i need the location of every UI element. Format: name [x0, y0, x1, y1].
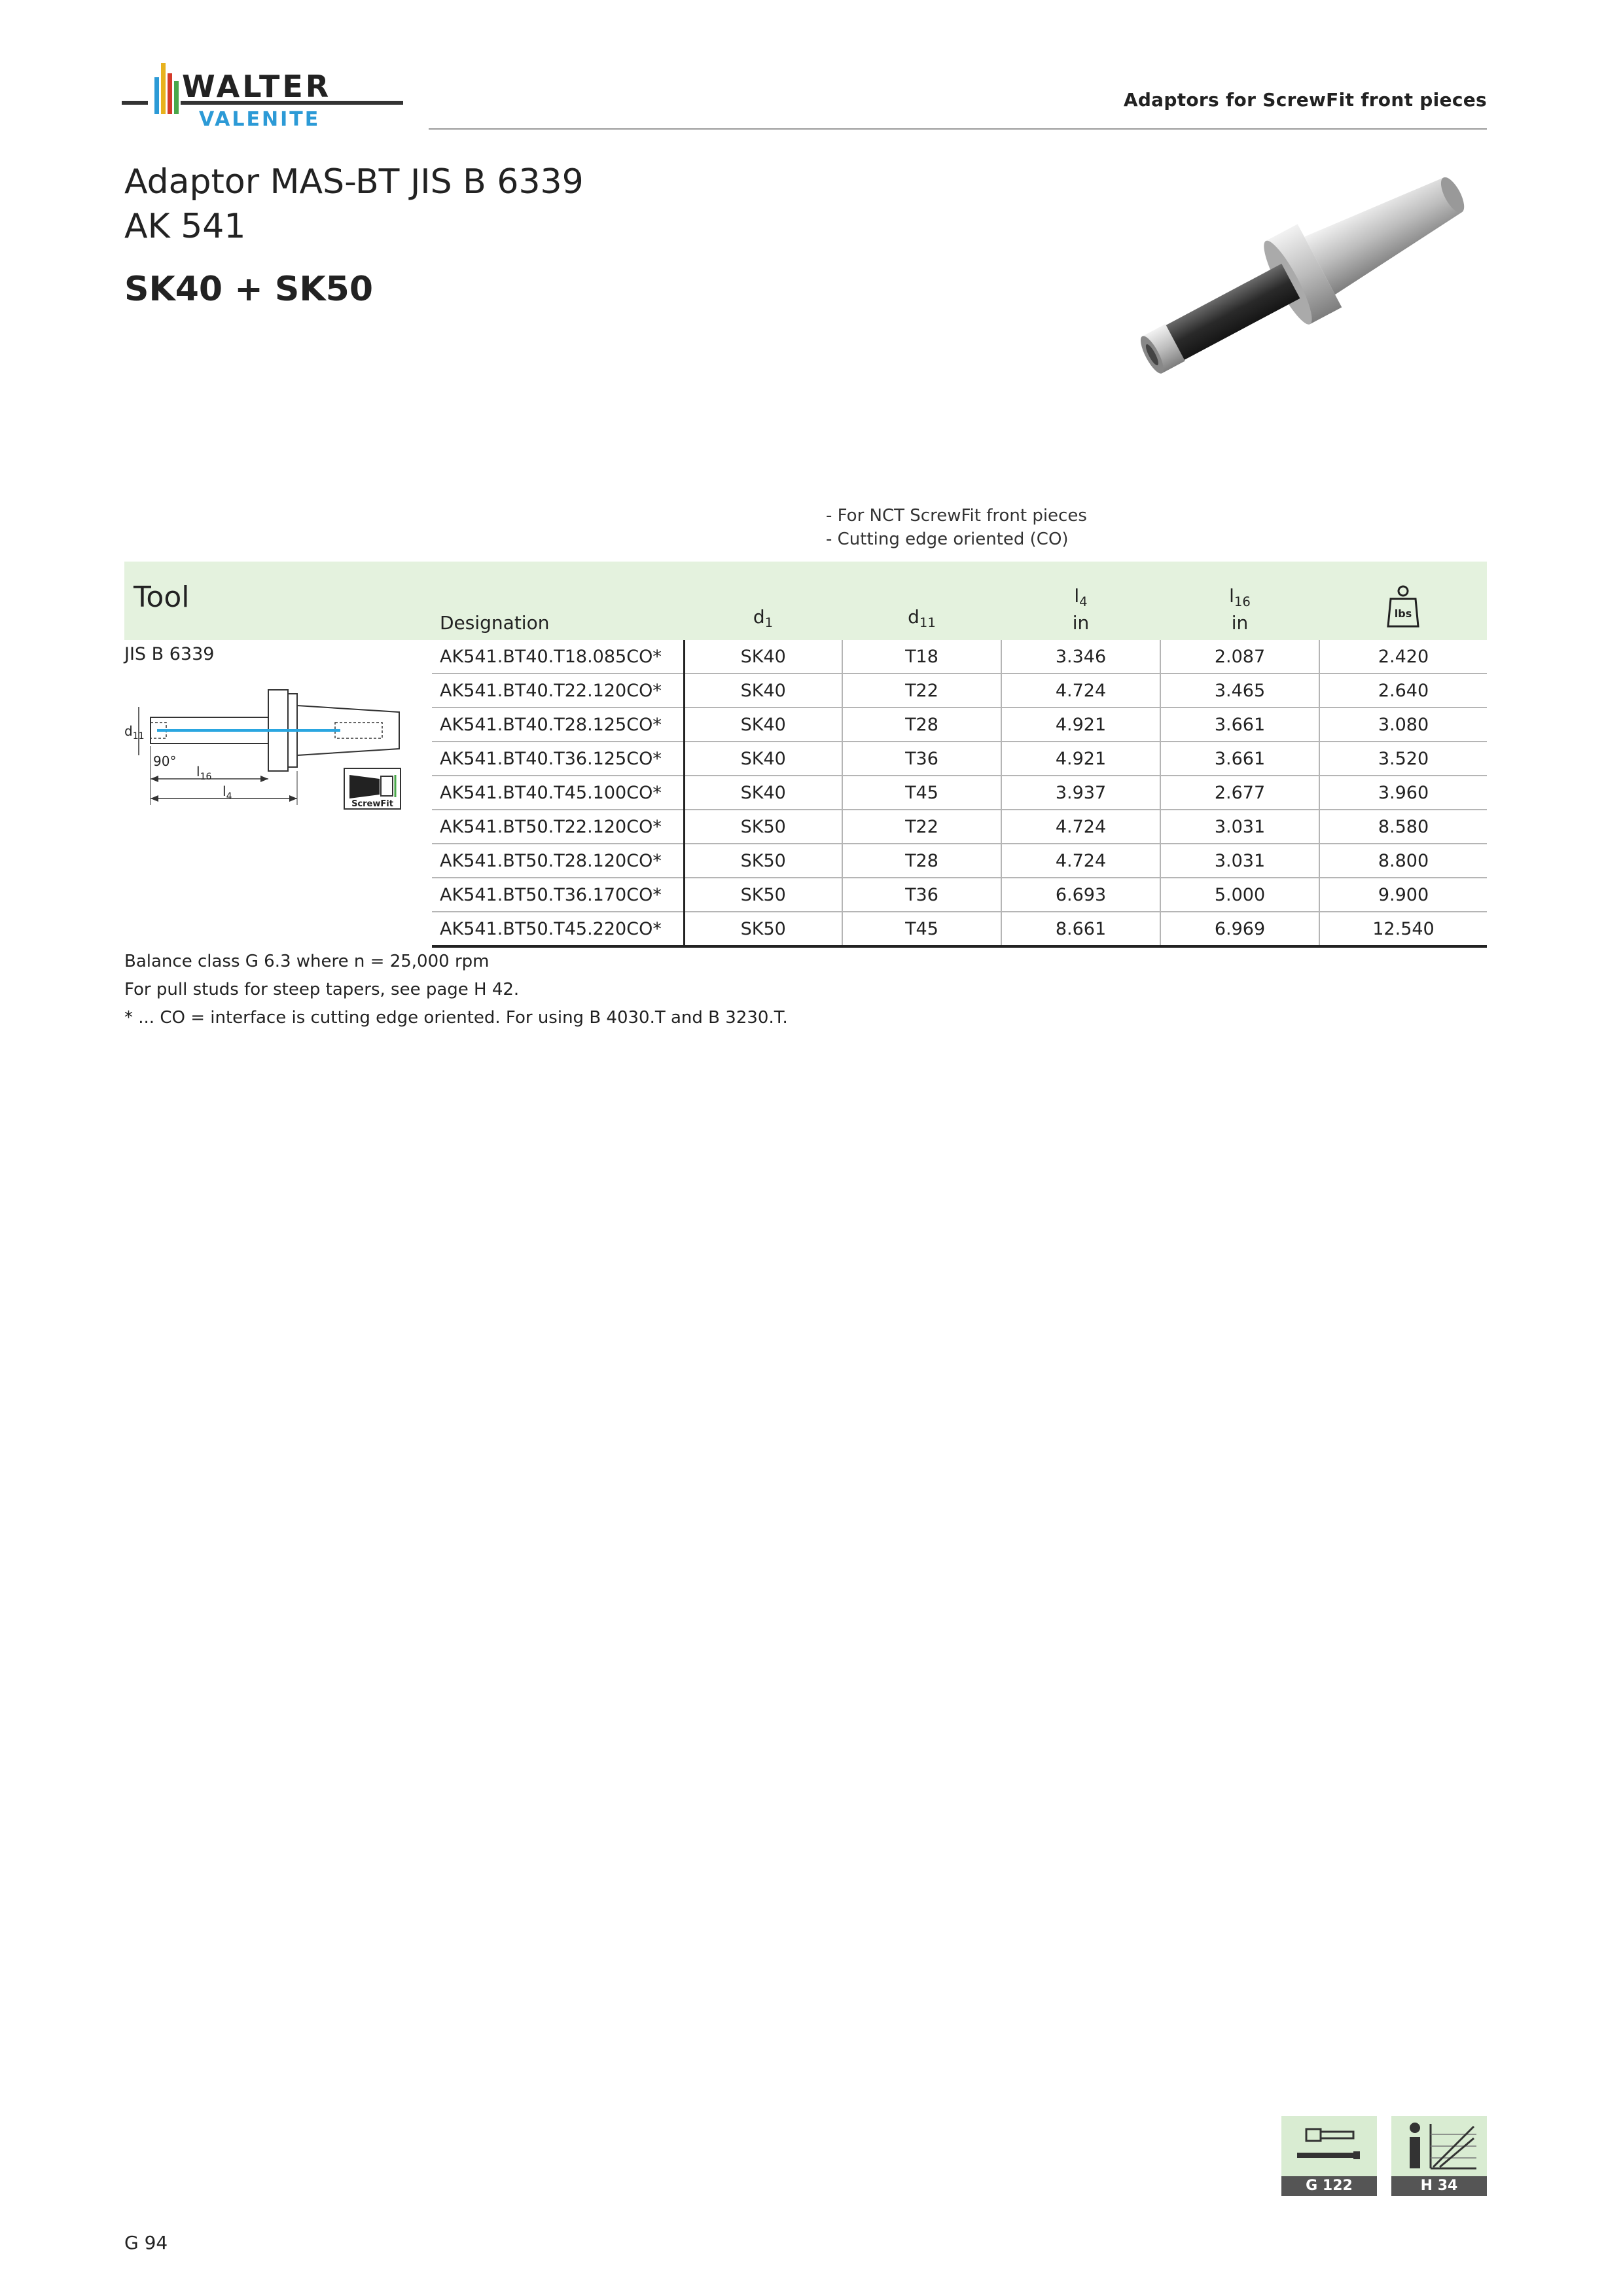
cell-l16: 3.031 — [1160, 810, 1319, 844]
cell-l4: 8.661 — [1001, 912, 1160, 946]
product-subtitle: SK40 + SK50 — [124, 270, 373, 309]
cell-weight: 9.900 — [1319, 878, 1487, 912]
reference-link-pull-stud[interactable] — [1281, 2116, 1377, 2196]
svg-text:90°: 90° — [153, 753, 177, 769]
cell-l4: 4.921 — [1001, 708, 1160, 742]
header-rule — [429, 128, 1487, 130]
section-title: Adaptors for ScrewFit front pieces — [1123, 89, 1487, 111]
cell-d1: SK40 — [684, 640, 842, 673]
cell-designation: AK541.BT40.T45.100CO* — [432, 776, 684, 810]
cell-designation: AK541.BT50.T22.120CO* — [432, 810, 684, 844]
cell-d11: T18 — [842, 640, 1001, 673]
footnote-item: Balance class G 6.3 where n = 25,000 rpm — [124, 952, 490, 971]
reference-label: H 34 — [1391, 2176, 1487, 2196]
walter-valenite-logo — [122, 59, 403, 134]
column-header-l4: $l_4$ in — [1001, 562, 1160, 640]
standard-label: JIS B 6339 — [124, 644, 215, 664]
cell-designation: AK541.BT40.T18.085CO* — [432, 640, 684, 673]
table-row — [124, 640, 1487, 673]
cell-l4: 4.724 — [1001, 844, 1160, 878]
cell-d11: T36 — [842, 878, 1001, 912]
cell-l16: 3.661 — [1160, 742, 1319, 776]
svg-text:l16: $l_{16}$ — [196, 764, 212, 782]
weight-lbs-icon — [1385, 584, 1421, 629]
cell-designation: AK541.BT40.T36.125CO* — [432, 742, 684, 776]
page-number: G 94 — [124, 2232, 168, 2253]
product-title: Adaptor MAS-BT JIS B 6339 — [124, 162, 584, 202]
cell-d11: T22 — [842, 673, 1001, 708]
svg-text:WALTER: WALTER — [182, 69, 332, 104]
cell-d11: T28 — [842, 708, 1001, 742]
cell-weight: 8.580 — [1319, 810, 1487, 844]
cell-weight: 8.800 — [1319, 844, 1487, 878]
footnote-item: * ... CO = interface is cutting edge oriented. For using B 4030.T and B 3230.T. — [124, 1008, 788, 1028]
cell-d1: SK50 — [684, 878, 842, 912]
footnotes — [124, 948, 788, 1032]
tool-drawing-cell — [124, 640, 432, 946]
column-header-l16: $l_{16}$ in — [1160, 562, 1319, 640]
column-header-d11: $d_{11}$ — [842, 562, 1001, 640]
cell-weight: 2.640 — [1319, 673, 1487, 708]
cell-l16: 2.087 — [1160, 640, 1319, 673]
feature-notes — [826, 504, 1087, 551]
info-chart-icon — [1391, 2116, 1487, 2176]
cell-weight: 3.520 — [1319, 742, 1487, 776]
cell-weight: 12.540 — [1319, 912, 1487, 946]
cell-d1: SK40 — [684, 673, 842, 708]
svg-text:VALENITE: VALENITE — [199, 108, 321, 131]
product-code: AK 541 — [124, 207, 246, 246]
reference-label: G 122 — [1281, 2176, 1377, 2196]
svg-text:lbs: lbs — [1394, 607, 1412, 620]
cell-designation: AK541.BT50.T28.120CO* — [432, 844, 684, 878]
cell-d1: SK40 — [684, 742, 842, 776]
svg-text:l4: $l_4$ — [223, 783, 232, 802]
cell-d1: SK40 — [684, 776, 842, 810]
cell-designation: AK541.BT40.T22.120CO* — [432, 673, 684, 708]
tool-technical-drawing — [124, 683, 412, 827]
cell-l16: 5.000 — [1160, 878, 1319, 912]
cell-l16: 3.031 — [1160, 844, 1319, 878]
svg-text:d11: $d_{11}$ — [124, 723, 145, 742]
note-item: - For NCT ScrewFit front pieces — [826, 506, 1087, 526]
cell-d11: T45 — [842, 776, 1001, 810]
cell-d11: T22 — [842, 810, 1001, 844]
cell-l16: 3.465 — [1160, 673, 1319, 708]
cell-l16: 2.677 — [1160, 776, 1319, 810]
cell-d11: T36 — [842, 742, 1001, 776]
cell-d1: SK50 — [684, 844, 842, 878]
cell-d11: T45 — [842, 912, 1001, 946]
cell-designation: AK541.BT40.T28.125CO* — [432, 708, 684, 742]
cell-l4: 4.921 — [1001, 742, 1160, 776]
cell-designation: AK541.BT50.T36.170CO* — [432, 878, 684, 912]
cell-l4: 4.724 — [1001, 673, 1160, 708]
product-table — [124, 562, 1487, 948]
footnote-item: For pull studs for steep tapers, see page H 42. — [124, 980, 520, 999]
cell-l4: 4.724 — [1001, 810, 1160, 844]
cell-weight: 2.420 — [1319, 640, 1487, 673]
cell-weight: 3.960 — [1319, 776, 1487, 810]
reference-link-info[interactable] — [1391, 2116, 1487, 2196]
cell-d1: SK40 — [684, 708, 842, 742]
cell-designation: AK541.BT50.T45.220CO* — [432, 912, 684, 946]
cell-weight: 3.080 — [1319, 708, 1487, 742]
cell-l4: 3.346 — [1001, 640, 1160, 673]
cell-l4: 3.937 — [1001, 776, 1160, 810]
tool-header: Tool — [124, 562, 432, 640]
cell-l16: 3.661 — [1160, 708, 1319, 742]
cell-d1: SK50 — [684, 810, 842, 844]
column-header-designation: Designation — [432, 562, 684, 640]
column-header-d1: $d_1$ — [684, 562, 842, 640]
screwfit-icon — [344, 768, 401, 809]
pull-stud-icon — [1281, 2116, 1377, 2176]
cell-d1: SK50 — [684, 912, 842, 946]
svg-text:ScrewFit: ScrewFit — [351, 799, 393, 809]
cell-l16: 6.969 — [1160, 912, 1319, 946]
cell-l4: 6.693 — [1001, 878, 1160, 912]
column-header-weight — [1319, 562, 1487, 640]
adaptor-product-image — [1106, 151, 1499, 399]
cell-d11: T28 — [842, 844, 1001, 878]
note-item: - Cutting edge oriented (CO) — [826, 529, 1069, 549]
